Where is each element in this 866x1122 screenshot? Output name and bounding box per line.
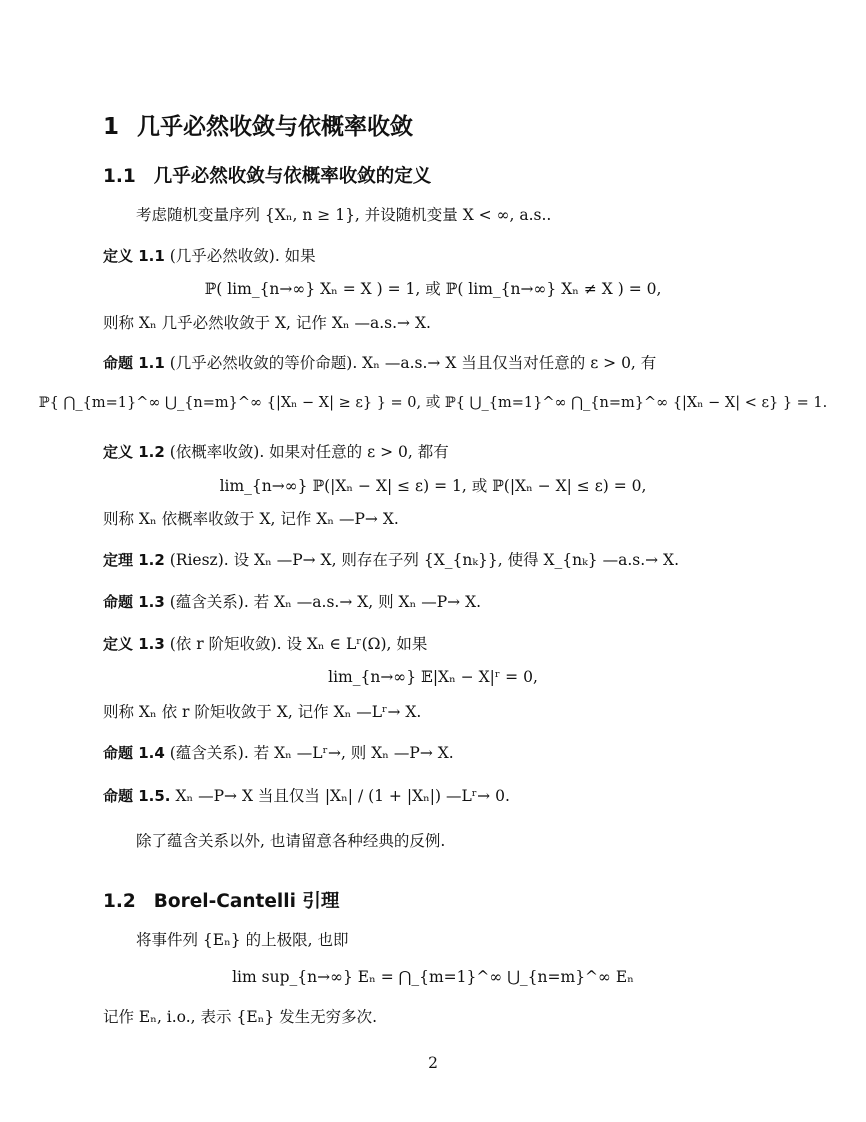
subsection-number: 1.2	[103, 891, 136, 912]
proposition-text: (蕴含关系). 若 Xₙ —Lʳ→, 则 Xₙ —P→ X.	[169, 744, 454, 762]
definition-text: (依 r 阶矩收敛). 设 Xₙ ∈ Lʳ(Ω), 如果	[169, 635, 428, 653]
proposition-label: 命题 1.1	[103, 354, 165, 372]
remark-text: 除了蕴含关系以外, 也请留意各种经典的反例.	[136, 832, 446, 850]
subsection-title-text: Borel-Cantelli 引理	[153, 891, 340, 912]
proposition-1-4	[103, 742, 454, 764]
theorem-1-2	[103, 549, 679, 571]
borel-cantelli-intro: 将事件列 {Eₙ} 的上极限, 也即	[136, 931, 349, 949]
definition-text: (几乎必然收敛). 如果	[169, 247, 316, 265]
proposition-text: Xₙ —P→ X 当且仅当 |Xₙ| / (1 + |Xₙ|) —Lʳ→ 0.	[175, 787, 510, 805]
definition-text: (依概率收敛). 如果对任意的 ε > 0, 都有	[169, 443, 449, 461]
page-number: 2	[428, 1054, 438, 1072]
definition-1-1-equation: ℙ( lim_{n→∞} Xₙ = X ) = 1, 或 ℙ( lim_{n→∞} Xₙ ≠ X ) = 0,	[204, 280, 662, 298]
section-title	[103, 108, 413, 141]
subsection-number: 1.1	[103, 166, 136, 187]
definition-1-2-head	[103, 441, 449, 463]
definition-label: 定义 1.2	[103, 443, 165, 461]
proposition-label: 命题 1.4	[103, 744, 165, 762]
subsection-title-1-1	[103, 162, 431, 188]
proposition-1-1-equation: ℙ{ ⋂_{m=1}^∞ ⋃_{n=m}^∞ {|Xₙ − X| ≥ ε} } = 0, 或 ℙ{ ⋃_{m=1}^∞ ⋂_{n=m}^∞ {|Xₙ − X| < ε} } = 1.	[38, 395, 828, 411]
proposition-label: 命题 1.3	[103, 593, 165, 611]
subsection-title-1-2	[103, 887, 339, 913]
borel-cantelli-equation: lim sup_{n→∞} Eₙ = ⋂_{m=1}^∞ ⋃_{n=m}^∞ Eₙ	[232, 968, 634, 986]
proposition-1-1-head	[103, 352, 656, 374]
section-title-text: 几乎必然收敛与依概率收敛	[137, 114, 414, 140]
definition-label: 定义 1.3	[103, 635, 165, 653]
definition-1-3-head	[103, 633, 427, 655]
proposition-1-3	[103, 591, 481, 613]
borel-cantelli-after: 记作 Eₙ, i.o., 表示 {Eₙ} 发生无穷多次.	[103, 1008, 378, 1026]
proposition-text: (几乎必然收敛的等价命题). Xₙ —a.s.→ X 当且仅当对任意的 ε > 0, 有	[169, 354, 657, 372]
theorem-label: 定理 1.2	[103, 551, 165, 569]
definition-1-2-after: 则称 Xₙ 依概率收敛于 X, 记作 Xₙ —P→ X.	[103, 510, 399, 528]
intro-text: 考虑随机变量序列 {Xₙ, n ≥ 1}, 并设随机变量 X < ∞, a.s..	[136, 206, 552, 224]
definition-1-2-equation: lim_{n→∞} ℙ(|Xₙ − X| ≤ ε) = 1, 或 ℙ(|Xₙ − X| ≤ ε) = 0,	[219, 477, 647, 495]
proposition-label: 命题 1.5.	[103, 787, 171, 805]
proposition-1-5	[103, 785, 510, 807]
proposition-text: (蕴含关系). 若 Xₙ —a.s.→ X, 则 Xₙ —P→ X.	[169, 593, 482, 611]
definition-1-1-head	[103, 245, 316, 267]
definition-1-1-after: 则称 Xₙ 几乎必然收敛于 X, 记作 Xₙ —a.s.→ X.	[103, 314, 431, 332]
definition-1-3-equation: lim_{n→∞} 𝔼|Xₙ − X|ʳ = 0,	[328, 668, 538, 686]
theorem-text: (Riesz). 设 Xₙ —P→ X, 则存在子列 {X_{nₖ}}, 使得 X_{nₖ} —a.s.→ X.	[169, 551, 680, 569]
subsection-title-text: 几乎必然收敛与依概率收敛的定义	[153, 166, 432, 187]
definition-label: 定义 1.1	[103, 247, 165, 265]
section-number: 1	[103, 114, 120, 140]
definition-1-3-after: 则称 Xₙ 依 r 阶矩收敛于 X, 记作 Xₙ —Lʳ→ X.	[103, 703, 422, 721]
